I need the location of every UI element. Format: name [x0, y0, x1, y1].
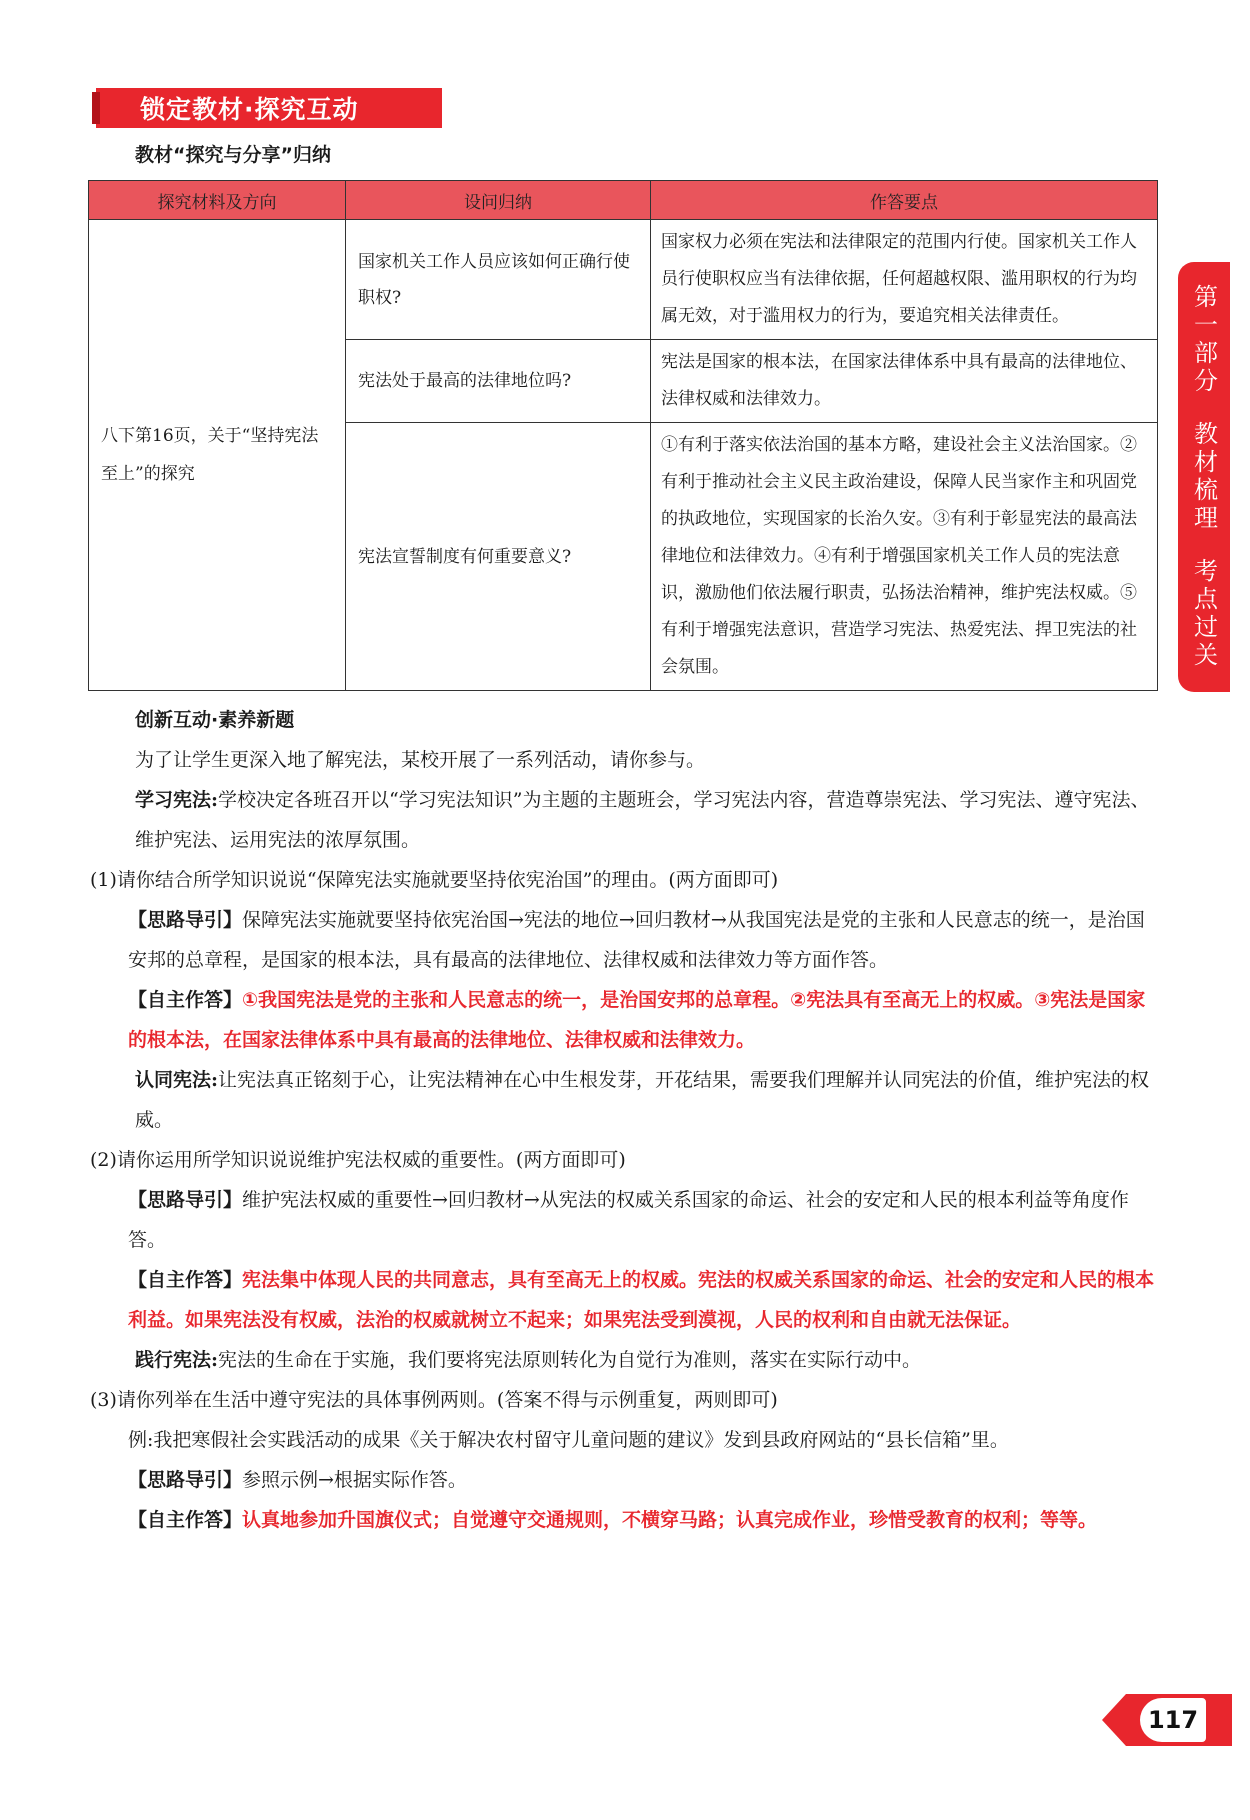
answer-label: 【自主作答】 [128, 1269, 243, 1291]
section-title: 创新互动·素养新题 [135, 709, 295, 731]
q2-guide-text: 维护宪法权威的重要性→回归教材→从宪法的权威关系国家的命运、社会的安定和人民的根本利益等角度作答。 [128, 1189, 1129, 1251]
header-answer: 作答要点 [651, 181, 1158, 220]
question-cell: 国家机关工作人员应该如何正确行使职权? [346, 220, 651, 340]
question-2: (2)请你运用所学知识说说维护宪法权威的重要性。(两方面即可) [90, 1149, 626, 1171]
q1-answer [90, 980, 1160, 1060]
q1-answer-text: ①我国宪法是党的主张和人民意志的统一，是治国安邦的总章程。②宪法具有至高无上的权威。③宪法是国家的根本法，在国家法律体系中具有最高的法律地位、法律权威和法律效力。 [128, 989, 1146, 1051]
answer-label: 【自主作答】 [128, 989, 243, 1011]
activity-study-text: 学校决定各班召开以“学习宪法知识”为主题的主题班会，学习宪法内容，营造尊崇宪法、学习宪法、遵守宪法、维护宪法、运用宪法的浓厚氛围。 [135, 789, 1150, 851]
q3-answer-text: 认真地参加升国旗仪式；自觉遵守交通规则，不横穿马路；认真完成作业，珍惜受教育的权利；等等。 [242, 1509, 1098, 1531]
header-material: 探究材料及方向 [89, 181, 346, 220]
page-number-box [1126, 1694, 1232, 1746]
q2-answer [90, 1260, 1160, 1340]
innovation-section [90, 700, 1160, 1540]
question-cell: 宪法宣誓制度有何重要意义? [346, 423, 651, 691]
inquiry-summary-table [88, 180, 1158, 691]
answer-label: 【自主作答】 [128, 1509, 243, 1531]
question-1: (1)请你结合所学知识说说“保障宪法实施就要坚持依宪治国”的理由。(两方面即可) [90, 869, 779, 891]
section-banner [96, 88, 442, 128]
question-3: (3)请你列举在生活中遵守宪法的具体事例两则。(答案不得与示例重复，两则即可) [90, 1389, 778, 1411]
q3-example: 例:我把寒假社会实践活动的成果《关于解决农村留守儿童问题的建议》发到县政府网站的“县长信箱”里。 [128, 1429, 1009, 1451]
activity-identify-label: 认同宪法: [135, 1069, 219, 1091]
page-number-badge [1102, 1694, 1232, 1746]
guide-label: 【思路导引】 [128, 1189, 243, 1211]
q3-answer [90, 1500, 1160, 1540]
banner-title: 锁定教材·探究互动 [140, 95, 359, 124]
q2-guide [90, 1180, 1160, 1260]
header-question: 设问归纳 [346, 181, 651, 220]
activity-identify [90, 1060, 1160, 1140]
activity-study [90, 780, 1160, 860]
page-arrow-icon [1102, 1694, 1126, 1746]
question-cell: 宪法处于最高的法律地位吗? [346, 340, 651, 423]
side-tab-part: 第一部分 [1189, 284, 1218, 397]
side-tab-textbook: 教材梳理 [1189, 420, 1218, 533]
page-number: 117 [1140, 1698, 1206, 1742]
side-tab-exam: 考点过关 [1189, 557, 1218, 670]
activity-identify-text: 让宪法真正铭刻于心，让宪法精神在心中生根发芽，开花结果，需要我们理解并认同宪法的价值，维护宪法的权威。 [135, 1069, 1150, 1131]
table-row [89, 220, 1158, 340]
q3-guide-text: 参照示例→根据实际作答。 [242, 1469, 467, 1491]
section-intro: 为了让学生更深入地了解宪法，某校开展了一系列活动，请你参与。 [135, 749, 706, 771]
q1-guide [90, 900, 1160, 980]
answer-cell: ①有利于落实依法治国的基本方略，建设社会主义法治国家。②有利于推动社会主义民主政治建设，保障人民当家作主和巩固党的执政地位，实现国家的长治久安。③有利于彰显宪法的最高法律地位和法律效力。④有利于增强国家机关工作人员的宪法意识，激励他们依法履行职责，弘扬法治精神，维护宪法权威。⑤有利于增强宪法意识，营造学习宪法、热爱宪法、捍卫宪法的社会氛围。 [651, 423, 1158, 691]
table-subheading: 教材“探究与分享”归纳 [135, 144, 331, 166]
activity-practice-text: 宪法的生命在于实施，我们要将宪法原则转化为自觉行为准则，落实在实际行动中。 [218, 1349, 922, 1371]
material-cell: 八下第16页，关于“坚持宪法至上”的探究 [89, 220, 346, 691]
answer-cell: 宪法是国家的根本法，在国家法律体系中具有最高的法律地位、法律权威和法律效力。 [651, 340, 1158, 423]
guide-label: 【思路导引】 [128, 909, 243, 931]
q1-guide-text: 保障宪法实施就要坚持依宪治国→宪法的地位→回归教材→从我国宪法是党的主张和人民意志的统一，是治国安邦的总章程，是国家的根本法，具有最高的法律地位、法律权威和法律效力等方面作答。 [128, 909, 1145, 971]
activity-practice [90, 1340, 1160, 1380]
activity-study-label: 学习宪法: [135, 789, 219, 811]
guide-label: 【思路导引】 [128, 1469, 243, 1491]
activity-practice-label: 践行宪法: [135, 1349, 219, 1371]
table-header-row [89, 181, 1158, 220]
chapter-side-tab [1178, 262, 1230, 692]
q3-guide [90, 1460, 1160, 1500]
q2-answer-text: 宪法集中体现人民的共同意志，具有至高无上的权威。宪法的权威关系国家的命运、社会的安定和人民的根本利益。如果宪法没有权威，法治的权威就树立不起来；如果宪法受到漠视，人民的权利和自由就无法保证。 [128, 1269, 1155, 1331]
answer-cell: 国家权力必须在宪法和法律限定的范围内行使。国家机关工作人员行使职权应当有法律依据，任何超越权限、滥用职权的行为均属无效，对于滥用权力的行为，要追究相关法律责任。 [651, 220, 1158, 340]
